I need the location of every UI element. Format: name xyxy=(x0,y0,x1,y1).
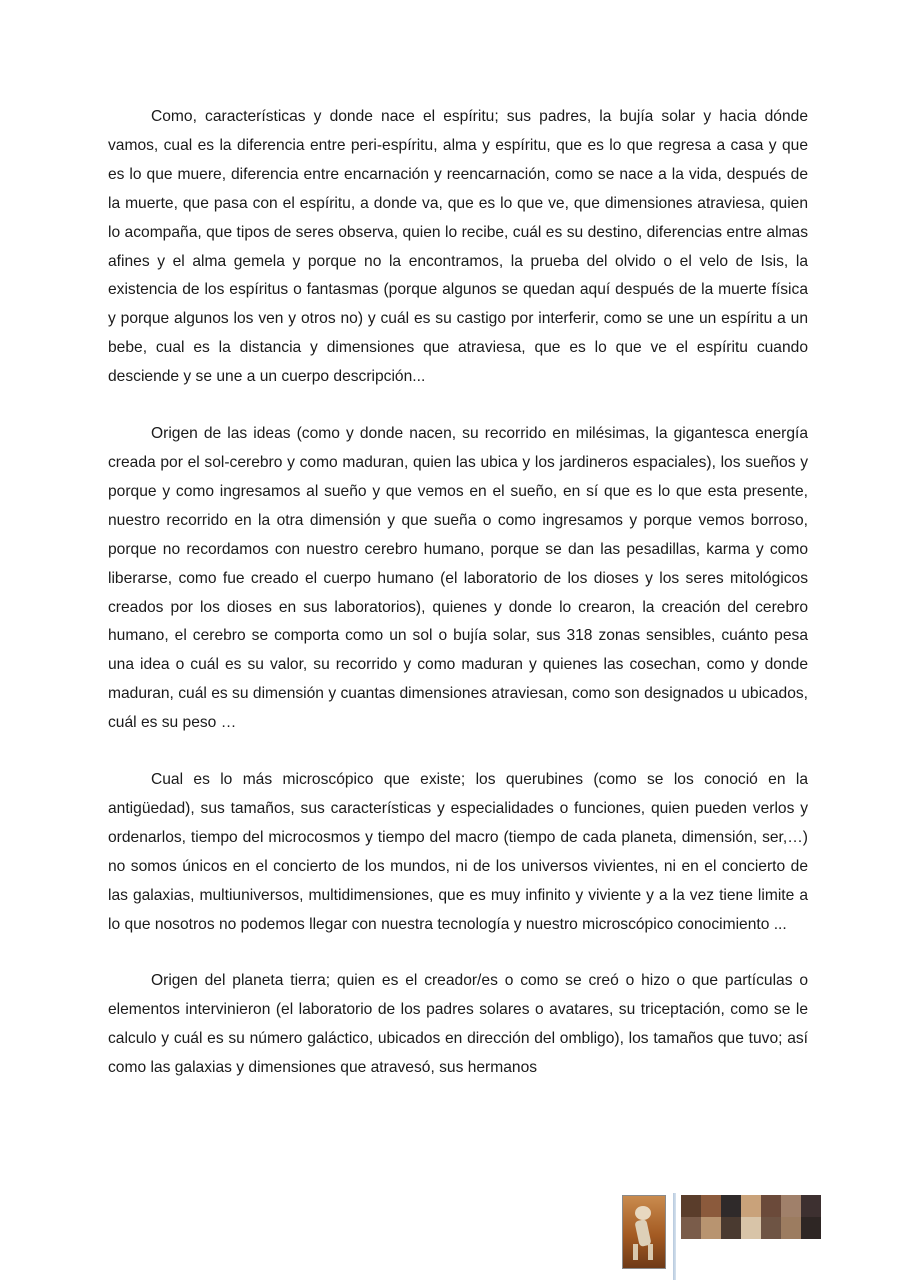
collage-tile xyxy=(761,1195,781,1217)
collage-tile xyxy=(781,1195,801,1217)
paragraph-planeta: Origen del planeta tierra; quien es el creador/es o como se creó o hizo o que partículas o elementos intervinieron (el laboratorio de los padres solares o avatares, su triceptación, como se le calculo y cuál es su número galáctico, ubicados en dirección del ombligo), los tamaños que tuvo; así como las galaxias y dimensiones que atravesó, sus hermanos xyxy=(108,972,808,1077)
figure-head xyxy=(635,1206,651,1220)
collage-tile xyxy=(681,1195,701,1217)
paragraph-espiritu: Como, características y donde nace el espíritu; sus padres, la bujía solar y hacia dónde vamos, cual es la diferencia entre peri-espíritu, alma y espíritu, que es lo que regresa a casa y que es lo que muere, diferencia entre encarnación y reencarnación, como se nace a la vida, después de la muerte, que pasa con el espíritu, a donde va, que es lo que ve, que dimensiones atraviesa, quien lo acompaña, que tipos de seres observa, quien lo recibe, cuál es su destino, diferencias entre almas afines y el alma gemela y porque no la encontramos, la prueba del olvido o el velo de Isis, la existencia de los espíritus o fantasmas (porque algunos se quedan aquí después de la muerte física y porque algunos los ven y otros no) y cuál es su castigo por interferir, como se une un espíritu a un bebe, cual es la distancia y dimensiones que atraviesa, que es lo que ve el espíritu cuando desciende y se une a un cuerpo descripción... xyxy=(108,108,808,386)
figure-thumbnail-image xyxy=(622,1195,666,1269)
collage-tile xyxy=(741,1217,761,1239)
collage-tile xyxy=(721,1195,741,1217)
figure-legs xyxy=(633,1244,653,1260)
collage-tile xyxy=(701,1217,721,1239)
collage-image xyxy=(681,1195,821,1239)
collage-tile xyxy=(761,1217,781,1239)
body-text xyxy=(108,103,808,1111)
collage-tile xyxy=(681,1217,701,1239)
collage-tile xyxy=(801,1217,821,1239)
paragraph-ideas: Origen de las ideas (como y donde nacen, su recorrido en milésimas, la gigantesca energía creada por el sol-cerebro y como maduran, quien las ubica y los jardineros espaciales), los sueños y porque y como ingresamos al sueño y que vemos en el sueño, en sí que es lo que esta presente, nuestro recorrido en la otra dimensión y que sueña o como ingresamos y porque vemos borroso, porque no recordamos con nuestro cerebro humano, porque se dan las pesadillas, karma y como liberarse, como fue creado el cuerpo humano (el laboratorio de los dioses y los seres mitológicos creados por los dioses en sus laboratorios), quienes y donde lo crearon, la creación del cerebro humano, el cerebro se comporta como un sol o bujía solar, sus 318 zonas sensibles, cuánto pesa una idea o cuál es su valor, su recorrido y como maduran y quienes las cosechan, como y donde maduran, cuál es su dimensión y cuantas dimensiones atraviesan, como son designados u ubicados, cuál es su peso … xyxy=(108,425,808,732)
collage-tile xyxy=(721,1217,741,1239)
collage-tile xyxy=(701,1195,721,1217)
collage-tile xyxy=(781,1217,801,1239)
figure-body xyxy=(634,1219,651,1247)
footer-decoration xyxy=(620,1193,822,1280)
collage-tile xyxy=(801,1195,821,1217)
collage-tile xyxy=(741,1195,761,1217)
paragraph-microscopico: Cual es lo más microscópico que existe; los querubines (como se los conoció en la antigüedad), sus tamaños, sus características y especialidades o funciones, quien pueden verlos y ordenarlos, tiempo del microcosmos y tiempo del macro (tiempo de cada planeta, dimensión, ser,…) no somos únicos en el concierto de los mundos, ni de los universos vivientes, ni en el concierto de las galaxias, multiuniversos, multidimensiones, que es muy infinito y viviente y a la vez tiene limite a lo que nosotros no podemos llegar con nuestra tecnología y nuestro microscópico conocimiento ... xyxy=(108,771,808,933)
footer-divider xyxy=(673,1193,676,1280)
